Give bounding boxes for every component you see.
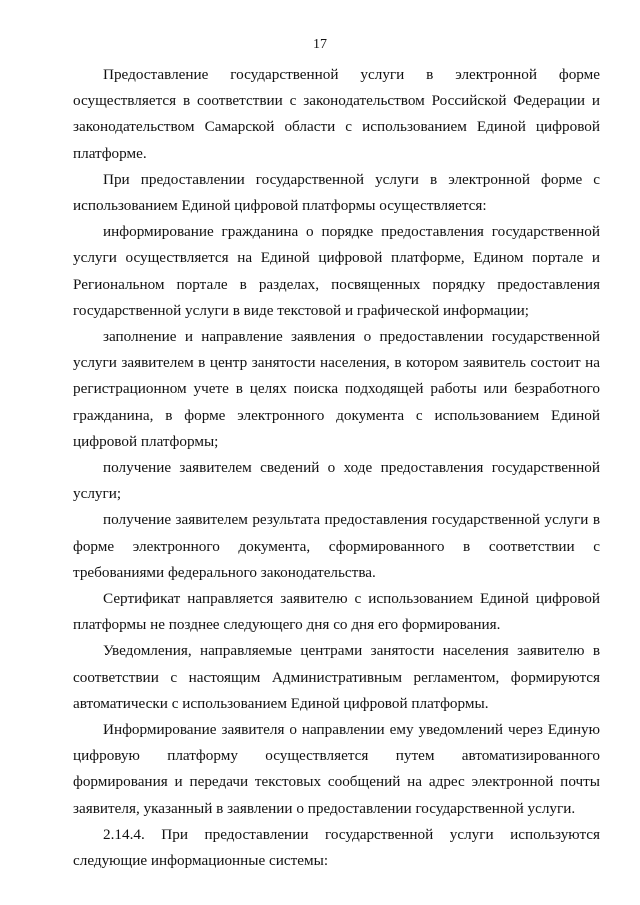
list-item-paragraph: получение заявителем сведений о ходе предоставления государственной услуги; xyxy=(73,459,600,503)
page-number: 17 xyxy=(313,37,327,52)
list-item-paragraph: информирование гражданина о порядке предоставления государственной услуги осуществляется на Единой цифровой платформе, Едином портале и Региональном портале в разделах, посвященных порядку предоставления государственной услуги в виде текстовой и графической информации; xyxy=(73,223,600,319)
paragraph: Предоставление государственной услуги в электронной форме осуществляется в соответствии с законодательством Российской Федерации и законодательством Самарской области с использованием Единой цифровой платформе. xyxy=(73,66,600,162)
section-paragraph: 2.14.4. При предоставлении государственной услуги используются следующие информационные системы: xyxy=(73,825,600,870)
list-item-paragraph: получение заявителем результата предоставления государственной услуги в форме электронного документа, сформированного в соответствии с требованиями федерального законодательства. xyxy=(73,511,600,581)
document-body xyxy=(73,62,600,874)
paragraph: При предоставлении государственной услуги в электронной форме с использованием Единой цифровой платформы осуществляется: xyxy=(73,170,600,215)
list-item-paragraph: заполнение и направление заявления о предоставлении государственной услуги заявителем в центр занятости населения, в котором заявитель состоит на регистрационном учете в целях поиска подходящей работы или безработного гражданина, в форме электронного документа с использованием Единой цифровой платформы; xyxy=(73,328,600,450)
paragraph: Информирование заявителя о направлении ему уведомлений через Единую цифровую платформу осуществляется путем автоматизированного формирования и передачи текстовых сообщений на адрес электронной почты заявителя, указанный в заявлении о предоставлении государственной услуги. xyxy=(73,721,600,817)
paragraph: Сертификат направляется заявителю с использованием Единой цифровой платформы не позднее следующего дня со дня его формирования. xyxy=(73,590,600,634)
paragraph: Уведомления, направляемые центрами занятости населения заявителю в соответствии с настоящим Административным регламентом, формируются автоматически с использованием Единой цифровой платформы. xyxy=(73,642,600,712)
